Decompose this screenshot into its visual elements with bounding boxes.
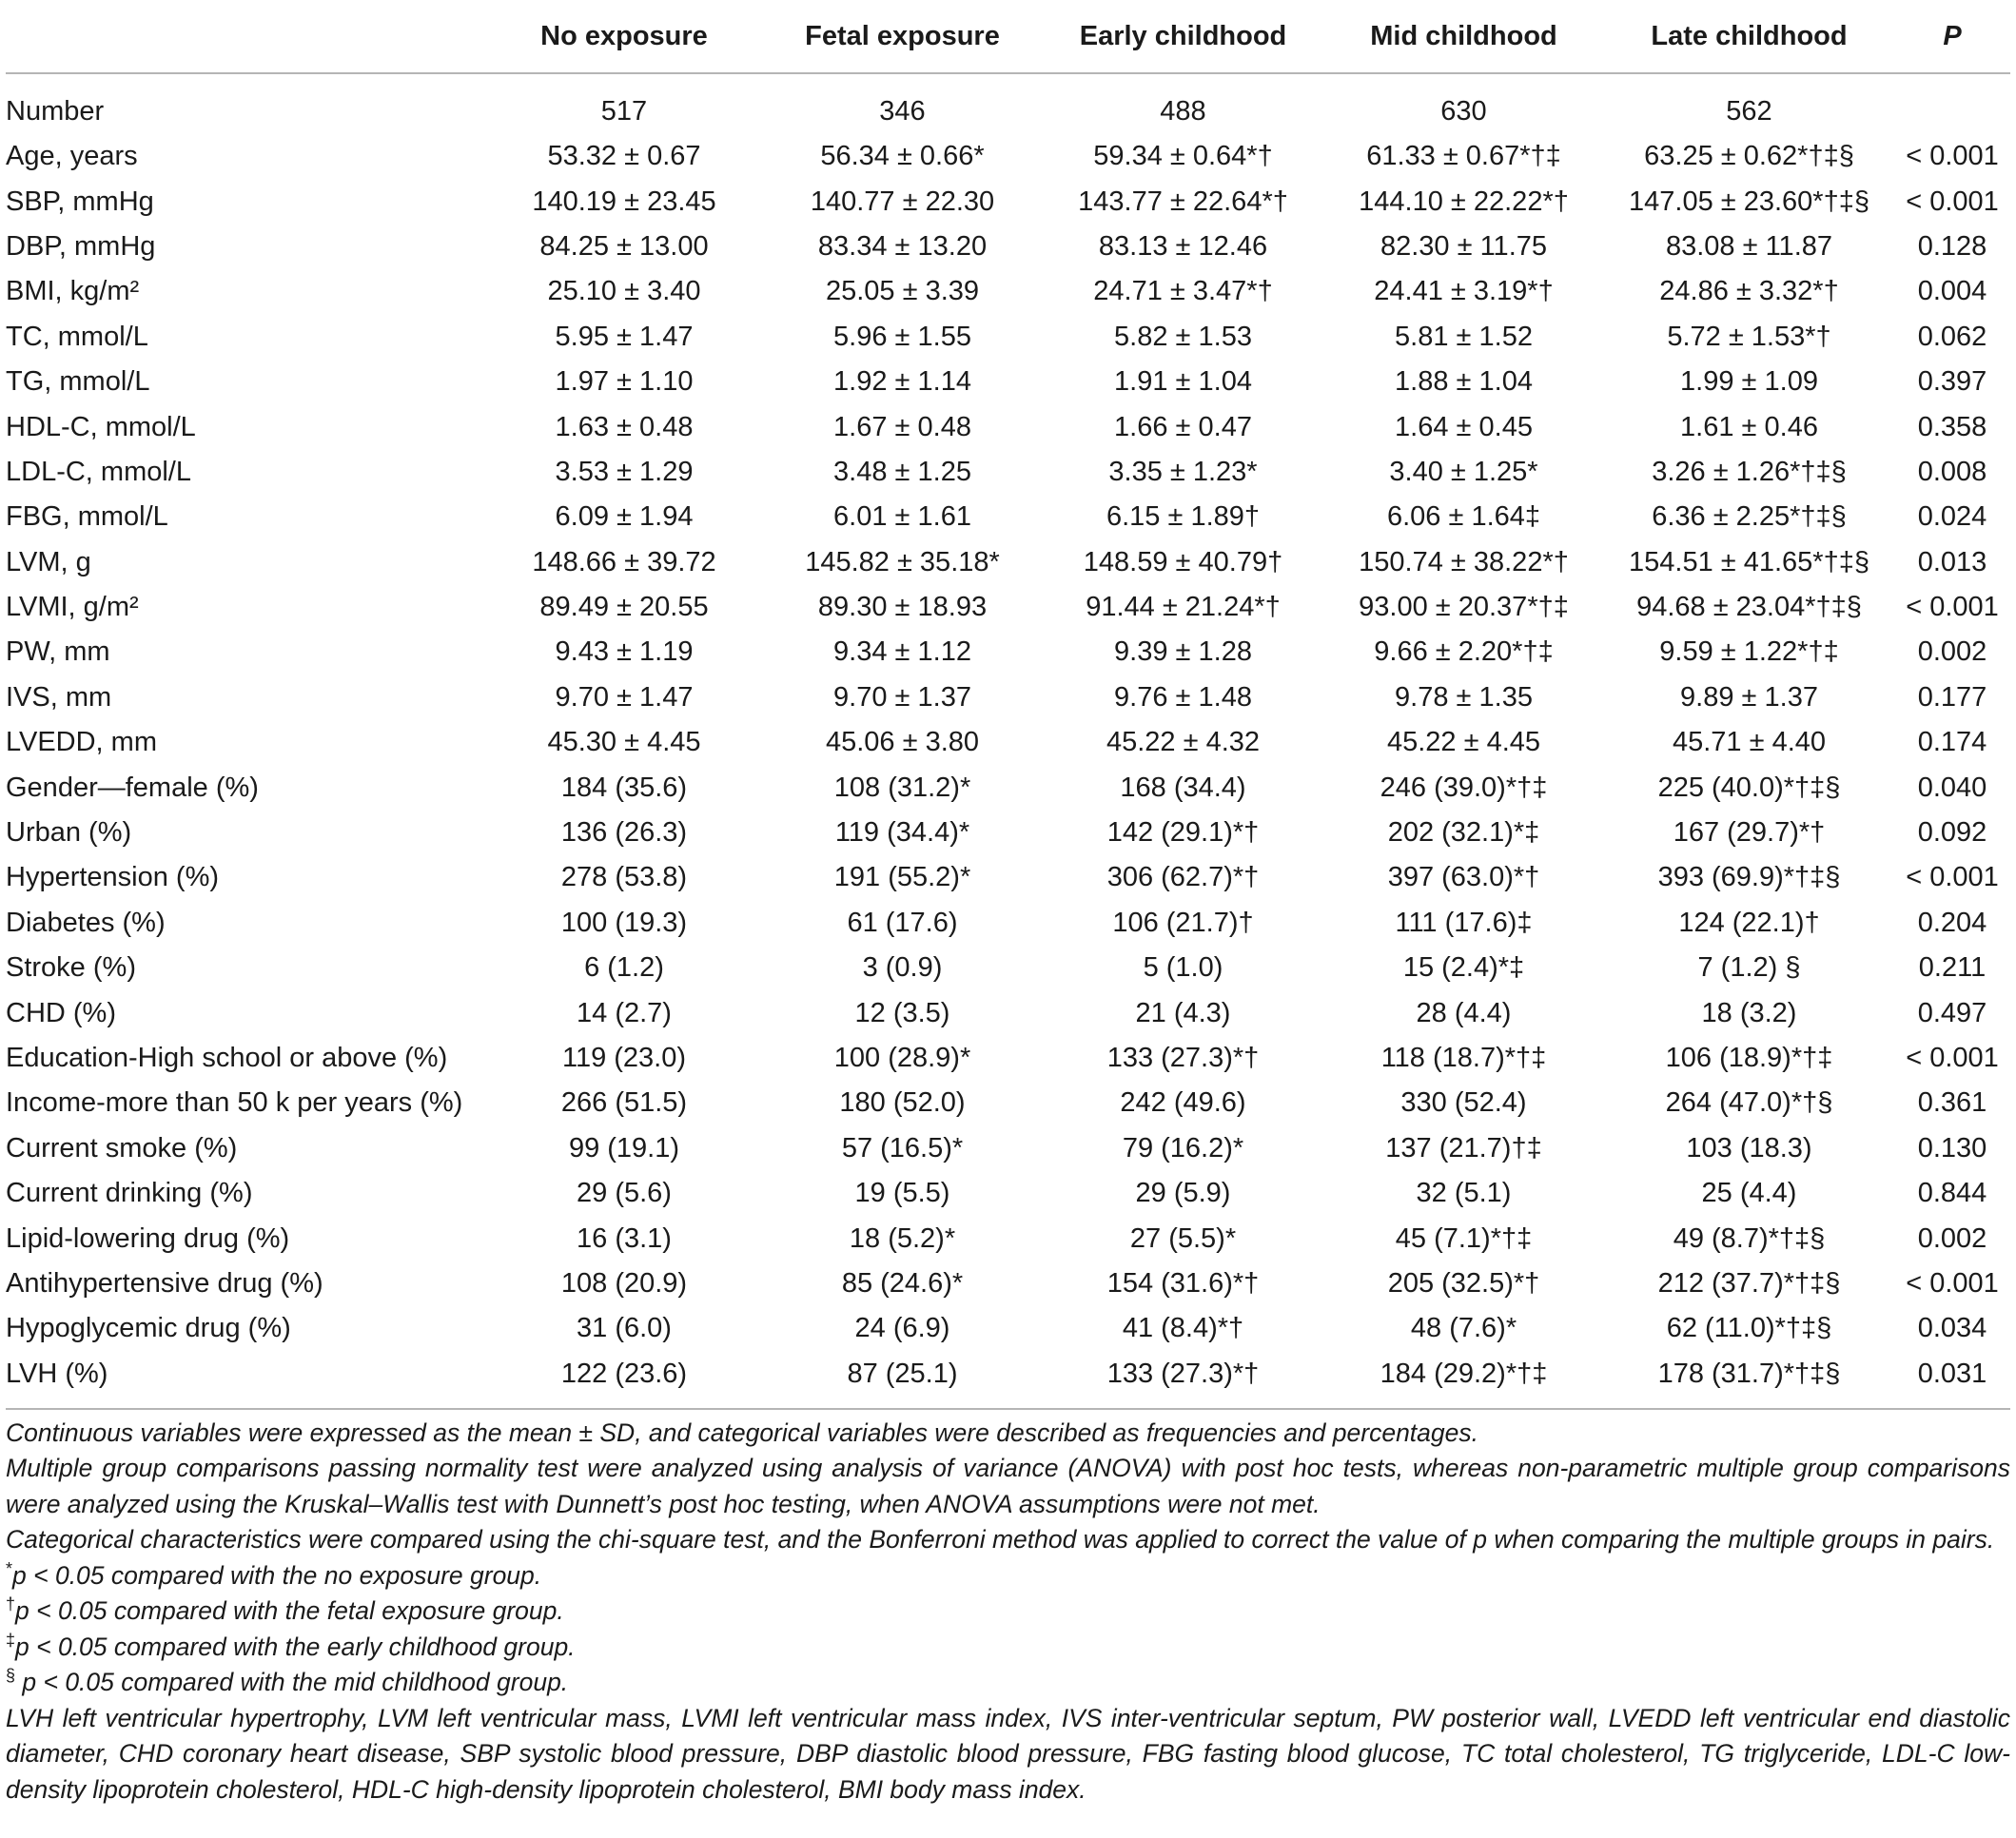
cell-fetal-exposure: 83.34 ± 13.20: [817, 230, 988, 262]
table-row: [6, 990, 2010, 1035]
cell-late-childhood: 9.89 ± 1.37: [1680, 681, 1818, 713]
cell-early-childhood: 21 (4.3): [1135, 997, 1231, 1028]
row-label: LDL-C, mmol/L: [6, 456, 191, 487]
table-row: [6, 1081, 2010, 1125]
table-row: [6, 765, 2010, 810]
cell-early-childhood: 154 (31.6)*†: [1106, 1267, 1260, 1299]
cell-p-value: 0.130: [1917, 1132, 1987, 1163]
table-row: [6, 720, 2010, 765]
cell-p-value: 0.204: [1917, 907, 1987, 938]
footnote-fetal-exposure: [6, 1594, 2010, 1630]
cell-late-childhood: 3.26 ± 1.26*†‡§: [1652, 456, 1847, 487]
cell-mid-childhood: 24.41 ± 3.19*†: [1374, 276, 1554, 307]
cell-early-childhood: 29 (5.9): [1135, 1178, 1231, 1209]
cell-no-exposure: 122 (23.6): [560, 1358, 688, 1389]
cell-fetal-exposure: 57 (16.5)*: [841, 1132, 964, 1163]
cell-late-childhood: 5.72 ± 1.53*†: [1667, 321, 1831, 352]
cell-no-exposure: 31 (6.0): [577, 1313, 672, 1344]
cell-early-childhood: 41 (8.4)*†: [1122, 1313, 1244, 1344]
cell-p-value: 0.361: [1917, 1087, 1987, 1119]
cell-no-exposure: 84.25 ± 13.00: [539, 230, 709, 262]
cell-no-exposure: 184 (35.6): [560, 772, 688, 803]
cell-late-childhood: 25 (4.4): [1701, 1178, 1797, 1209]
cell-p-value: 0.174: [1917, 727, 1987, 758]
cell-p-value: 0.031: [1917, 1358, 1987, 1389]
row-label: Current drinking (%): [6, 1178, 253, 1209]
cell-early-childhood: 83.13 ± 12.46: [1098, 230, 1268, 262]
cell-p-value: < 0.001: [1906, 1267, 1999, 1299]
cell-late-childhood: 49 (8.7)*†‡§: [1673, 1222, 1826, 1254]
table-row: [6, 179, 2010, 224]
cell-no-exposure: 99 (19.1): [568, 1132, 680, 1163]
row-label: LVMI, g/m²: [6, 592, 139, 623]
cell-no-exposure: 1.97 ± 1.10: [555, 366, 694, 398]
table-row: [6, 811, 2010, 855]
cell-early-childhood: 3.35 ± 1.23*: [1108, 456, 1258, 487]
row-label: Urban (%): [6, 817, 132, 849]
baseline-characteristics-table: [6, 0, 2010, 1406]
row-label: HDL-C, mmol/L: [6, 411, 196, 442]
header-fetal-exposure: Fetal exposure: [762, 0, 1043, 73]
cell-fetal-exposure: 12 (3.5): [854, 997, 950, 1028]
table-footnotes: [6, 1410, 2010, 1809]
cell-no-exposure: 53.32 ± 0.67: [547, 141, 701, 172]
table-row: [6, 901, 2010, 946]
cell-p-value: 0.497: [1917, 997, 1987, 1028]
row-label: Number: [6, 96, 105, 127]
cell-late-childhood: 212 (37.7)*†‡§: [1657, 1267, 1841, 1299]
cell-no-exposure: 3.53 ± 1.29: [555, 456, 694, 487]
cell-fetal-exposure: 346: [879, 96, 926, 127]
cell-p-value: 0.211: [1918, 952, 1987, 984]
footnote-symbol: ‡: [6, 1631, 16, 1651]
cell-mid-childhood: 15 (2.4)*‡: [1402, 952, 1525, 984]
cell-no-exposure: 278 (53.8): [560, 862, 688, 893]
row-label: Gender—female (%): [6, 772, 259, 803]
cell-mid-childhood: 3.40 ± 1.25*: [1389, 456, 1538, 487]
row-label: Age, years: [6, 141, 138, 172]
cell-fetal-exposure: 85 (24.6)*: [841, 1267, 964, 1299]
cell-p-value: 0.034: [1917, 1313, 1987, 1344]
cell-no-exposure: 89.49 ± 20.55: [539, 592, 709, 623]
cell-fetal-exposure: 18 (5.2)*: [849, 1222, 956, 1254]
cell-p-value: 0.040: [1917, 772, 1987, 803]
table-row: [6, 1126, 2010, 1171]
cell-mid-childhood: 82.30 ± 11.75: [1380, 230, 1548, 262]
table-row: [6, 675, 2010, 720]
cell-mid-childhood: 137 (21.7)†‡: [1385, 1132, 1542, 1163]
footnote-text: p < 0.05 compared with the no exposure group.: [12, 1560, 542, 1590]
cell-late-childhood: 124 (22.1)†: [1678, 907, 1820, 938]
cell-mid-childhood: 61.33 ± 0.67*†‡: [1366, 141, 1561, 172]
cell-early-childhood: 306 (62.7)*†: [1106, 862, 1260, 893]
note-anova-description: Multiple group comparisons passing normality test were analyzed using analysis of variance (ANOVA) with post hoc tests, whereas non-parametric multiple group comparisons were analyzed using the Kruskal–Wallis test with Dunnett’s post hoc testing, when ANOVA assumptions were not met.: [6, 1454, 2010, 1518]
cell-fetal-exposure: 3 (0.9): [862, 952, 943, 984]
cell-p-value: 0.844: [1917, 1178, 1987, 1209]
cell-p-value: < 0.001: [1906, 592, 1999, 623]
cell-early-childhood: 27 (5.5)*: [1129, 1222, 1237, 1254]
cell-fetal-exposure: 89.30 ± 18.93: [817, 592, 988, 623]
cell-mid-childhood: 150.74 ± 38.22*†: [1359, 546, 1569, 577]
cell-late-childhood: 18 (3.2): [1701, 997, 1797, 1028]
cell-fetal-exposure: 25.05 ± 3.39: [825, 276, 980, 307]
cell-p-value: [1894, 73, 2010, 134]
cell-mid-childhood: 5.81 ± 1.52: [1395, 321, 1533, 352]
cell-late-childhood: 83.08 ± 11.87: [1665, 230, 1833, 262]
header-no-exposure: No exposure: [486, 0, 762, 73]
cell-p-value: 0.002: [1917, 1222, 1987, 1254]
cell-fetal-exposure: 87 (25.1): [847, 1358, 958, 1389]
cell-no-exposure: 100 (19.3): [560, 907, 688, 938]
table-row: [6, 315, 2010, 360]
row-label: LVH (%): [6, 1358, 108, 1389]
cell-mid-childhood: 144.10 ± 22.22*†: [1359, 186, 1569, 217]
cell-mid-childhood: 93.00 ± 20.37*†‡: [1359, 592, 1569, 623]
cell-fetal-exposure: 45.06 ± 3.80: [825, 727, 980, 758]
cell-late-childhood: 264 (47.0)*†§: [1665, 1087, 1833, 1119]
cell-no-exposure: 119 (23.0): [561, 1043, 687, 1073]
footnote-symbol: §: [6, 1666, 16, 1686]
table-body: [6, 73, 2010, 1406]
cell-no-exposure: 148.66 ± 39.72: [532, 546, 716, 577]
cell-early-childhood: 133 (27.3)*†: [1106, 1043, 1260, 1073]
table-row: [6, 269, 2010, 314]
row-label: Income-more than 50 k per years (%): [6, 1087, 463, 1119]
cell-early-childhood: 5 (1.0): [1143, 952, 1223, 984]
cell-fetal-exposure: 6.01 ± 1.61: [833, 501, 971, 533]
cell-mid-childhood: 1.64 ± 0.45: [1395, 411, 1533, 442]
cell-p-value: 0.013: [1917, 546, 1987, 577]
row-label: BMI, kg/m²: [6, 276, 140, 307]
cell-fetal-exposure: 140.77 ± 22.30: [810, 186, 995, 217]
table-row: [6, 1216, 2010, 1261]
cell-early-childhood: 148.59 ± 40.79†: [1083, 546, 1283, 577]
table-row: [6, 134, 2010, 179]
row-label: Current smoke (%): [6, 1132, 238, 1163]
cell-late-childhood: 7 (1.2) §: [1697, 952, 1801, 984]
table-row: [6, 495, 2010, 539]
cell-late-childhood: 1.61 ± 0.46: [1680, 411, 1818, 442]
cell-fetal-exposure: 9.70 ± 1.37: [833, 681, 971, 713]
cell-mid-childhood: 28 (4.4): [1416, 997, 1512, 1028]
cell-late-childhood: 103 (18.3): [1686, 1132, 1812, 1163]
cell-late-childhood: 24.86 ± 3.32*†: [1659, 276, 1839, 307]
cell-late-childhood: 45.71 ± 4.40: [1672, 727, 1827, 758]
cell-early-childhood: 24.71 ± 3.47*†: [1093, 276, 1273, 307]
table-row: [6, 540, 2010, 585]
table-row: [6, 73, 2010, 134]
table-row: [6, 225, 2010, 269]
cell-early-childhood: 488: [1160, 96, 1206, 127]
cell-fetal-exposure: 1.92 ± 1.14: [833, 366, 971, 398]
cell-late-childhood: 63.25 ± 0.62*†‡§: [1644, 141, 1854, 172]
cell-late-childhood: 225 (40.0)*†‡§: [1657, 772, 1841, 803]
cell-fetal-exposure: 100 (28.9)*: [833, 1043, 971, 1073]
note-abbreviations: LVH left ventricular hypertrophy, LVM left ventricular mass, LVMI left ventricular mass index, IVS inter-ventricular septum, PW posterior wall, LVEDD left ventricular end diastolic diameter, CHD coronary heart disease, SBP systolic blood pressure, DBP diastolic blood pressure, FBG fasting blood glucose, TC total cholesterol, TG triglyceride, LDL-C low-density lipoprotein cholesterol, HDL-C high-density lipoprotein cholesterol, BMI body mass index.: [6, 1703, 2010, 1804]
cell-early-childhood: 91.44 ± 21.24*†: [1086, 592, 1281, 623]
cell-no-exposure: 266 (51.5): [560, 1087, 688, 1119]
footnote-symbol: †: [6, 1594, 16, 1614]
cell-early-childhood: 168 (34.4): [1120, 772, 1246, 803]
cell-p-value: 0.008: [1917, 456, 1987, 487]
cell-no-exposure: 140.19 ± 23.45: [532, 186, 716, 217]
footnote-text: p < 0.05 compared with the early childhood group.: [15, 1632, 576, 1661]
cell-mid-childhood: 202 (32.1)*‡: [1387, 817, 1540, 849]
table-row: [6, 585, 2010, 630]
cell-mid-childhood: 9.78 ± 1.35: [1395, 681, 1533, 713]
note-chi-square-description: Categorical characteristics were compared using the chi-square test, and the Bonferroni method was applied to correct the value of p when comparing the multiple groups in pairs.: [6, 1525, 1995, 1554]
cell-no-exposure: 6.09 ± 1.94: [555, 501, 694, 533]
cell-mid-childhood: 45 (7.1)*†‡: [1395, 1222, 1533, 1254]
cell-late-childhood: 562: [1726, 96, 1772, 127]
row-label: SBP, mmHg: [6, 186, 154, 217]
cell-mid-childhood: 205 (32.5)*†: [1387, 1267, 1540, 1299]
row-label: Stroke (%): [6, 952, 136, 984]
row-label: TC, mmol/L: [6, 321, 148, 352]
row-label: FBG, mmol/L: [6, 501, 168, 533]
cell-fetal-exposure: 3.48 ± 1.25: [833, 456, 971, 487]
cell-fetal-exposure: 56.34 ± 0.66*: [820, 141, 985, 172]
table-row: [6, 1352, 2010, 1406]
cell-early-childhood: 242 (49.6): [1120, 1087, 1246, 1119]
header-late-childhood: Late childhood: [1604, 0, 1894, 73]
cell-fetal-exposure: 180 (52.0): [839, 1087, 966, 1119]
cell-no-exposure: 14 (2.7): [577, 997, 672, 1028]
note-statistics-description: Continuous variables were expressed as the mean ± SD, and categorical variables were described as frequencies and percentages.: [6, 1418, 1478, 1447]
cell-p-value: 0.004: [1917, 276, 1987, 307]
cell-late-childhood: 62 (11.0)*†‡§: [1666, 1313, 1832, 1344]
table-row: [6, 855, 2010, 900]
cell-p-value: 0.092: [1917, 817, 1987, 849]
cell-no-exposure: 108 (20.9): [560, 1267, 688, 1299]
cell-mid-childhood: 45.22 ± 4.45: [1386, 727, 1541, 758]
cell-mid-childhood: 32 (5.1): [1416, 1178, 1512, 1209]
cell-early-childhood: 133 (27.3)*†: [1106, 1358, 1260, 1389]
cell-late-childhood: 6.36 ± 2.25*†‡§: [1652, 501, 1847, 533]
cell-late-childhood: 94.68 ± 23.04*†‡§: [1636, 592, 1862, 623]
cell-fetal-exposure: 19 (5.5): [854, 1178, 950, 1209]
footnote-mid-childhood: [6, 1665, 2010, 1701]
cell-late-childhood: 178 (31.7)*†‡§: [1657, 1358, 1841, 1389]
row-label: IVS, mm: [6, 681, 112, 713]
cell-early-childhood: 79 (16.2)*: [1122, 1132, 1244, 1163]
table-header-row: [6, 0, 2010, 73]
table-row: [6, 360, 2010, 404]
row-label: Diabetes (%): [6, 907, 166, 938]
cell-mid-childhood: 246 (39.0)*†‡: [1380, 772, 1548, 803]
cell-p-value: 0.002: [1917, 636, 1987, 668]
footnote-symbol: *: [6, 1559, 13, 1579]
row-label: Antihypertensive drug (%): [6, 1267, 323, 1299]
cell-early-childhood: 59.34 ± 0.64*†: [1093, 141, 1273, 172]
cell-early-childhood: 1.91 ± 1.04: [1114, 366, 1252, 398]
cell-fetal-exposure: 61 (17.6): [847, 907, 958, 938]
cell-no-exposure: 29 (5.6): [577, 1178, 672, 1209]
row-label: LVEDD, mm: [6, 727, 157, 758]
row-label: DBP, mmHg: [6, 230, 156, 262]
cell-early-childhood: 5.82 ± 1.53: [1114, 321, 1252, 352]
header-early-childhood: Early childhood: [1043, 0, 1323, 73]
table-row: [6, 1036, 2010, 1081]
cell-p-value: 0.062: [1917, 321, 1987, 352]
cell-mid-childhood: 118 (18.7)*†‡: [1380, 1043, 1547, 1073]
cell-p-value: 0.128: [1917, 230, 1987, 262]
cell-fetal-exposure: 145.82 ± 35.18*: [805, 546, 1000, 577]
cell-p-value: < 0.001: [1906, 1043, 1999, 1073]
cell-early-childhood: 6.15 ± 1.89†: [1106, 501, 1261, 533]
cell-mid-childhood: 184 (29.2)*†‡: [1380, 1358, 1548, 1389]
cell-no-exposure: 25.10 ± 3.40: [547, 276, 701, 307]
row-label: Hypertension (%): [6, 862, 220, 893]
table-row: [6, 1306, 2010, 1351]
cell-early-childhood: 106 (21.7)†: [1112, 907, 1254, 938]
cell-fetal-exposure: 108 (31.2)*: [833, 772, 971, 803]
row-label: CHD (%): [6, 997, 116, 1028]
cell-no-exposure: 9.43 ± 1.19: [555, 636, 694, 668]
footnote-text: p < 0.05 compared with the fetal exposure group.: [15, 1596, 564, 1626]
header-mid-childhood: Mid childhood: [1323, 0, 1604, 73]
cell-early-childhood: 1.66 ± 0.47: [1114, 411, 1252, 442]
cell-p-value: < 0.001: [1906, 862, 1999, 893]
footnote-no-exposure: [6, 1558, 2010, 1594]
row-label: LVM, g: [6, 546, 91, 577]
row-label: PW, mm: [6, 636, 110, 668]
cell-early-childhood: 142 (29.1)*†: [1106, 817, 1260, 849]
cell-no-exposure: 45.30 ± 4.45: [547, 727, 701, 758]
cell-early-childhood: 143.77 ± 22.64*†: [1078, 186, 1288, 217]
cell-early-childhood: 45.22 ± 4.32: [1106, 727, 1261, 758]
cell-mid-childhood: 1.88 ± 1.04: [1395, 366, 1533, 398]
cell-no-exposure: 136 (26.3): [560, 817, 688, 849]
cell-no-exposure: 517: [600, 96, 648, 127]
table-row: [6, 946, 2010, 990]
cell-p-value: 0.397: [1917, 366, 1987, 398]
cell-fetal-exposure: 1.67 ± 0.48: [833, 411, 971, 442]
cell-mid-childhood: 397 (63.0)*†: [1387, 862, 1540, 893]
row-label: Hypoglycemic drug (%): [6, 1313, 291, 1344]
cell-late-childhood: 393 (69.9)*†‡§: [1657, 862, 1841, 893]
cell-early-childhood: 9.39 ± 1.28: [1114, 636, 1252, 668]
cell-early-childhood: 9.76 ± 1.48: [1114, 681, 1252, 713]
cell-fetal-exposure: 9.34 ± 1.12: [833, 636, 971, 668]
row-label: Education-High school or above (%): [6, 1043, 448, 1073]
cell-mid-childhood: 48 (7.6)*: [1410, 1313, 1517, 1344]
header-variable: [6, 0, 486, 73]
cell-late-childhood: 106 (18.9)*†‡: [1665, 1043, 1833, 1073]
table-row: [6, 1261, 2010, 1306]
cell-no-exposure: 16 (3.1): [577, 1222, 672, 1254]
cell-fetal-exposure: 5.96 ± 1.55: [833, 321, 971, 352]
cell-mid-childhood: 111 (17.6)‡: [1395, 907, 1533, 938]
cell-p-value: 0.177: [1917, 681, 1987, 713]
cell-fetal-exposure: 24 (6.9): [854, 1313, 950, 1344]
cell-no-exposure: 9.70 ± 1.47: [555, 681, 694, 713]
cell-no-exposure: 6 (1.2): [584, 952, 664, 984]
cell-no-exposure: 1.63 ± 0.48: [555, 411, 694, 442]
cell-mid-childhood: 9.66 ± 2.20*†‡: [1374, 636, 1554, 668]
cell-p-value: 0.358: [1917, 411, 1987, 442]
header-p-value: P: [1894, 0, 2010, 73]
table-row: [6, 450, 2010, 495]
cell-mid-childhood: 330 (52.4): [1400, 1087, 1527, 1119]
cell-fetal-exposure: 119 (34.4)*: [834, 817, 970, 849]
cell-late-childhood: 167 (29.7)*†: [1673, 817, 1826, 849]
table-row: [6, 404, 2010, 449]
table-row: [6, 630, 2010, 675]
footnote-early-childhood: [6, 1630, 2010, 1666]
cell-no-exposure: 5.95 ± 1.47: [555, 321, 694, 352]
cell-mid-childhood: 630: [1440, 96, 1487, 127]
cell-p-value: 0.024: [1917, 501, 1987, 533]
cell-fetal-exposure: 191 (55.2)*: [833, 862, 971, 893]
cell-late-childhood: 9.59 ± 1.22*†‡: [1659, 636, 1839, 668]
cell-mid-childhood: 6.06 ± 1.64‡: [1386, 501, 1541, 533]
cell-late-childhood: 147.05 ± 23.60*†‡§: [1629, 186, 1869, 217]
table-row: [6, 1171, 2010, 1216]
cell-p-value: < 0.001: [1906, 141, 1999, 172]
cell-late-childhood: 154.51 ± 41.65*†‡§: [1629, 546, 1869, 577]
cell-p-value: < 0.001: [1906, 186, 1999, 217]
row-label: Lipid-lowering drug (%): [6, 1222, 290, 1254]
cell-late-childhood: 1.99 ± 1.09: [1680, 366, 1818, 398]
row-label: TG, mmol/L: [6, 366, 150, 398]
footnote-text: p < 0.05 compared with the mid childhood group.: [15, 1668, 569, 1697]
